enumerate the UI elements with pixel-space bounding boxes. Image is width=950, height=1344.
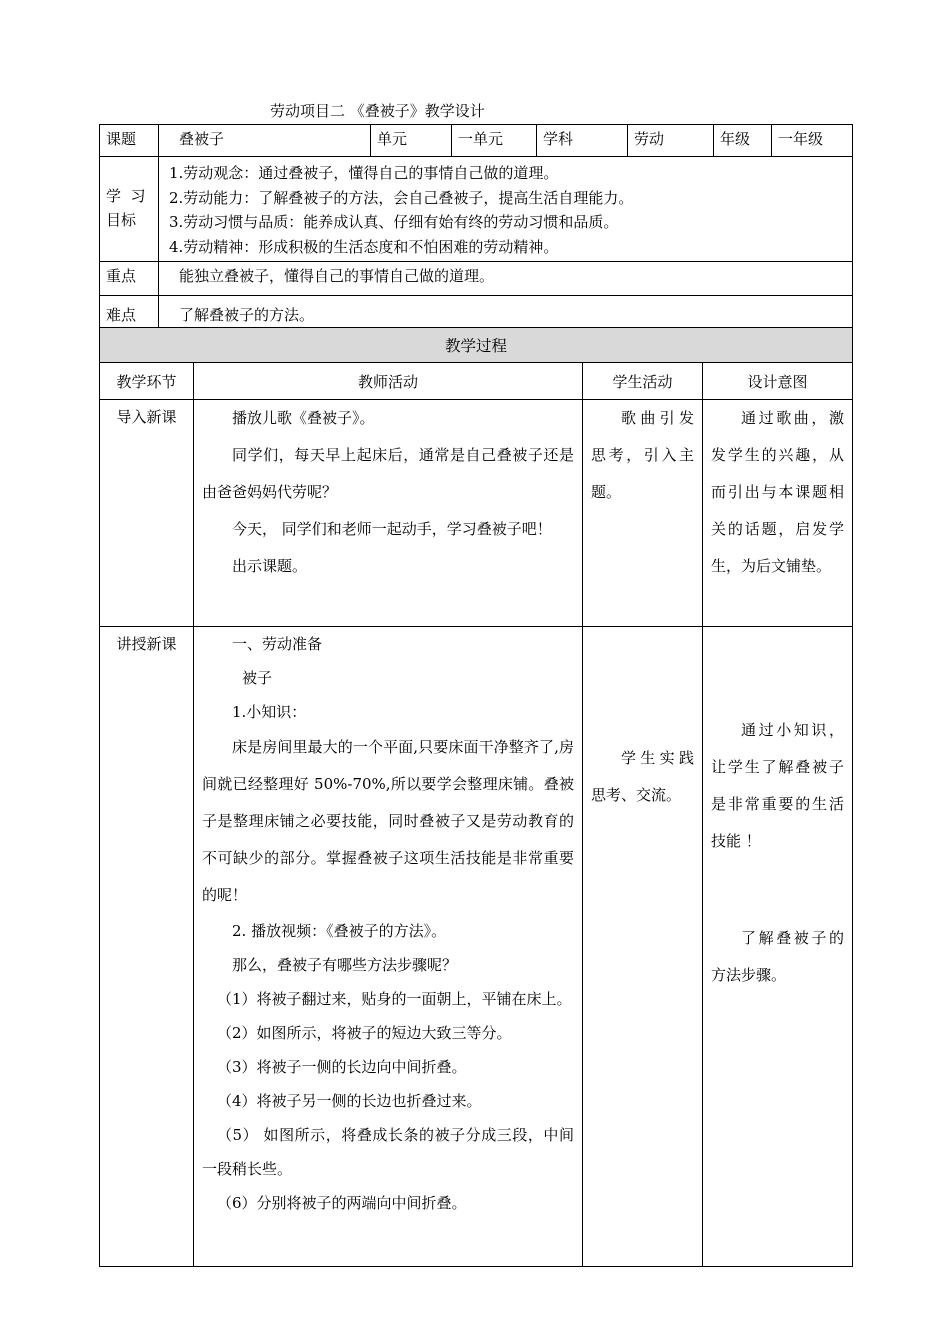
teacher-line: 被子 bbox=[242, 669, 273, 687]
teacher-line: （1）将被子翻过来，贴身的一面朝上，平铺在床上。 bbox=[217, 990, 572, 1008]
lecture-teacher bbox=[194, 627, 583, 1267]
teacher-line: 同学们，每天早上起床后，通常是自己叠被子还是由爸爸妈妈代劳呢？ bbox=[202, 446, 574, 501]
intro-stage: 导入新课 bbox=[100, 400, 194, 627]
column-header-student: 学生活动 bbox=[583, 363, 703, 400]
objectives-label-line2: 目标 bbox=[106, 211, 137, 229]
teacher-line: 今天， 同学们和老师一起动手，学习叠被子吧！ bbox=[232, 520, 552, 538]
column-header-intent: 设计意图 bbox=[703, 363, 853, 400]
objective-item: 3.劳动习惯与品质：能养成认真、仔细有始有终的劳动习惯和品质。 bbox=[169, 213, 619, 231]
teacher-line: 一、劳动准备 bbox=[232, 635, 323, 653]
teacher-line: （5） 如图所示，将叠成长条的被子分成三段，中间一段稍长些。 bbox=[202, 1126, 574, 1178]
teacher-paragraph: 床是房间里最大的一个平面,只要床面干净整齐了,房间就已经整理好 50%-70%,所以要学会整理床铺。叠被子是整理床铺之必要技能，同时叠被子又是劳动教育的不可缺少的部分。掌握叠被子这项生活技能是非常重要的呢！ bbox=[202, 738, 574, 904]
process-table bbox=[99, 327, 853, 1267]
intro-student: 歌曲引发思考，引入主题。 bbox=[583, 400, 703, 627]
intro-intent: 通过歌曲，激发学生的兴趣，从而引出与本课题相关的话题，启发学生，为后文铺垫。 bbox=[703, 400, 853, 627]
teacher-line: （6）分别将被子的两端向中间折叠。 bbox=[217, 1194, 467, 1212]
course-label: 课题 bbox=[100, 125, 159, 157]
difficulty-label: 难点 bbox=[100, 296, 159, 331]
grade-label: 年级 bbox=[714, 125, 772, 157]
intent-paragraph: 了解叠被子的方法步骤。 bbox=[711, 929, 845, 984]
grade-value: 一年级 bbox=[772, 125, 853, 157]
teacher-line: 出示课题。 bbox=[232, 557, 308, 575]
objectives-label-line1: 学 习 bbox=[106, 187, 146, 205]
process-header: 教学过程 bbox=[100, 328, 853, 363]
column-header-stage: 教学环节 bbox=[100, 363, 194, 400]
lecture-stage: 讲授新课 bbox=[100, 627, 194, 1267]
teacher-line: 2. 播放视频：《叠被子的方法》。 bbox=[232, 922, 447, 940]
teacher-line: 1.小知识： bbox=[232, 703, 307, 721]
intent-paragraph: 通过小知识，让学生了解叠被子是非常重要的生活技能 ！ bbox=[711, 721, 845, 850]
objectives-label bbox=[100, 157, 159, 262]
objective-item: 4.劳动精神：形成积极的生活态度和不怕困难的劳动精神。 bbox=[169, 237, 559, 256]
subject-value: 劳动 bbox=[628, 125, 714, 157]
objective-item: 2.劳动能力：了解叠被子的方法，会自己叠被子，提高生活自理能力。 bbox=[169, 188, 634, 207]
teacher-line: （4）将被子另一侧的长边也折叠过来。 bbox=[217, 1092, 482, 1110]
subject-label: 学科 bbox=[537, 125, 628, 157]
lecture-student: 学生实践思考、交流。 bbox=[583, 627, 703, 1267]
document-title: 劳动项目二 《叠被子》教学设计 bbox=[270, 102, 485, 120]
difficulty-text: 了解叠被子的方法。 bbox=[159, 296, 853, 331]
objectives-list bbox=[159, 157, 853, 262]
course-value: 叠被子 bbox=[159, 125, 371, 157]
teacher-line: 播放儿歌《叠被子》。 bbox=[232, 409, 375, 427]
objective-item: 1.劳动观念：通过叠被子，懂得自己的事情自己做的道理。 bbox=[169, 164, 559, 182]
key-point-label: 重点 bbox=[100, 262, 159, 296]
lecture-intent bbox=[703, 627, 853, 1267]
info-table bbox=[99, 124, 853, 331]
unit-label: 单元 bbox=[371, 125, 452, 157]
column-header-teacher: 教师活动 bbox=[194, 363, 583, 400]
spacer bbox=[711, 860, 844, 920]
teacher-line: 那么，叠被子有哪些方法步骤呢？ bbox=[232, 956, 458, 974]
intro-teacher bbox=[194, 400, 583, 627]
teacher-line: （3）将被子一侧的长边向中间折叠。 bbox=[217, 1058, 467, 1076]
teacher-line: （2）如图所示，将被子的短边大致三等分。 bbox=[217, 1024, 512, 1042]
key-point-text: 能独立叠被子，懂得自己的事情自己做的道理。 bbox=[159, 262, 853, 296]
unit-value: 一单元 bbox=[452, 125, 537, 157]
